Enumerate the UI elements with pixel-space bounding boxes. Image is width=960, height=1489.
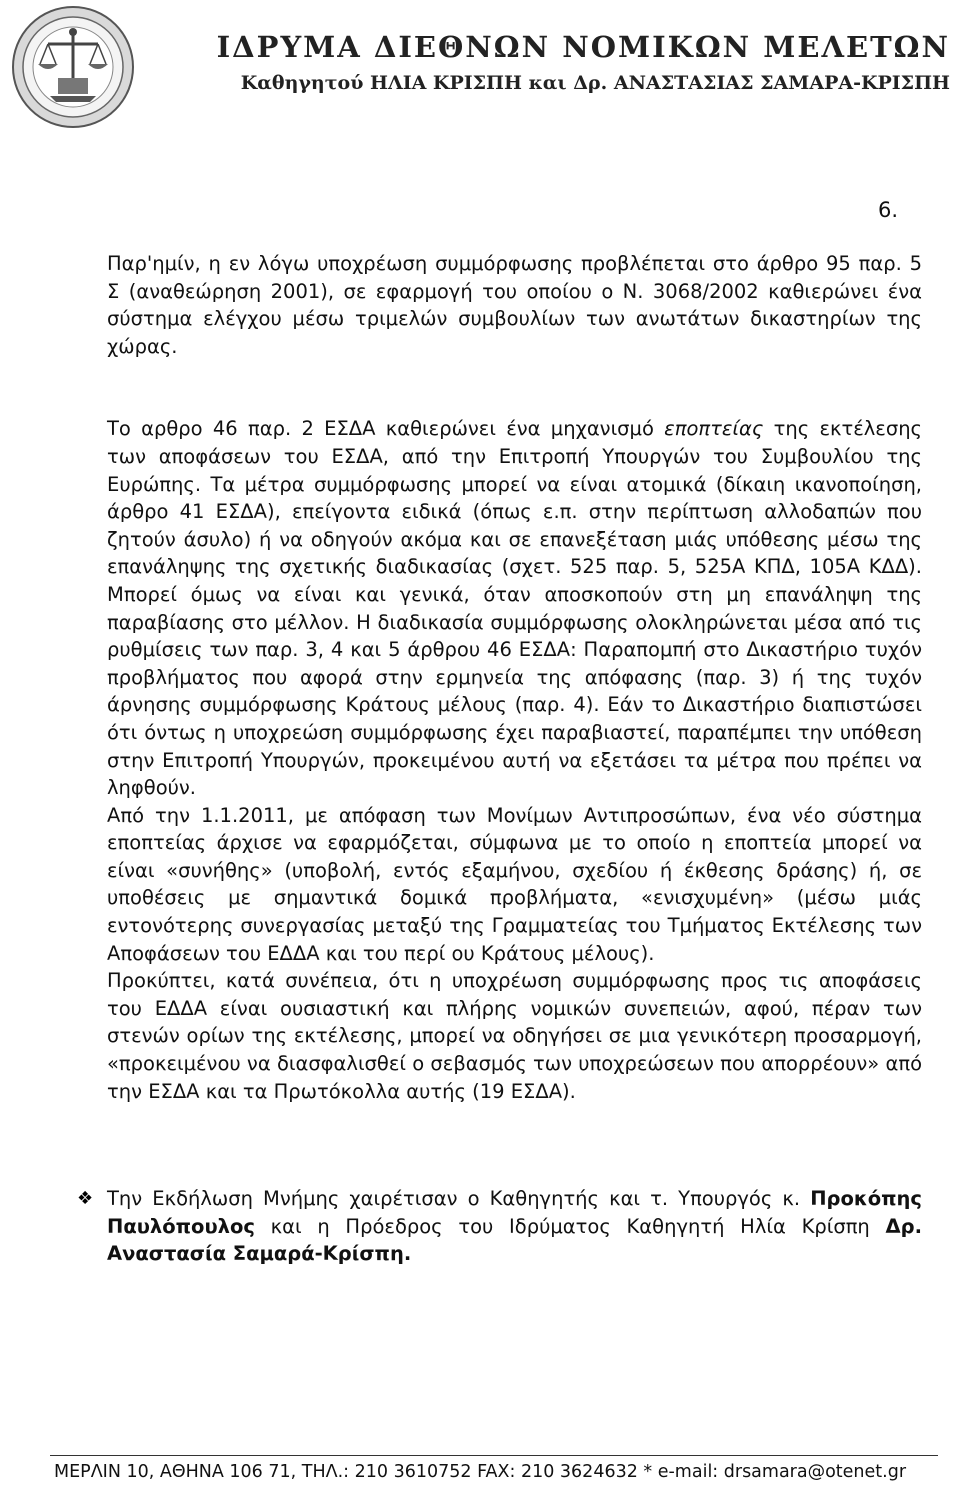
bullet-text-a: Την Εκδήλωση Μνήμης χαιρέτισαν ο Καθηγητής και τ. Υπουργός κ. (107, 1187, 811, 1211)
paragraph-2-emphasis: εποπτείας (664, 417, 764, 441)
paragraph-1: Παρ'ημίν, η εν λόγω υποχρέωση συμμόρφωσης προβλέπεται στο άρθρο 95 παρ. 5 Σ (αναθεώρηση 2001), σε εφαρμογή του οποίου ο Ν. 3068/2002 καθιερώνει ένα σύστημα ελέγχου μέσω τριμελών συμβουλίων των ανωτάτων δικαστηρίων της χώρας. (107, 252, 922, 358)
scales-of-justice-seal-icon (10, 4, 136, 130)
paragraph-3: Από την 1.1.2011, με απόφαση των Μονίμων Αντιπροσώπων, ένα νέο σύστημα εποπτείας άρχισε να εφαρμόζεται, σύμφωνα με το οποίο η εποπτεία μπορεί να είναι «συνήθης» (υποβολή, εντός εξαμήνου, σχεδίου ή έκθεσης δράσης) ή, σε υποθέσεις με σημαντικά δομικά προβλήματα, «ενισχυμένη» (μέσω μιάς εντονότερης συνεργασίας μεταξύ της Γραμματείας του Τμήματος Εκτέλεσης των Αποφάσεων του ΕΔΔΑ και του περί ου Κράτους μέλους). (107, 803, 922, 965)
institution-title: ΙΔΡΥΜΑ ΔΙΕΘΝΩΝ ΝΟΜΙΚΩΝ ΜΕΛΕΤΩΝ (216, 30, 950, 64)
diamond-bullet-icon: ❖ (77, 1188, 94, 1210)
document-body (77, 250, 922, 1268)
paragraph-4: Προκύπτει, κατά συνέπεια, ότι η υποχρέωση συμμόρφωσης προς τις αποφάσεις του ΕΔΔΑ είναι ουσιαστική και πλήρης νομικών συνεπειών, αφού, πέραν των στενών ορίων της εκτέλεσης, μπορεί να οδηγήσει σε μια γενικότερη προσαρμογή, «προκειμένου να διασφαλισθεί ο σεβασμός των υποχρεώσεων που απορρέουν» από την ΕΣΔΑ και τα Πρωτόκολλα αυτής (19 ΕΣΔΑ). (107, 969, 922, 1103)
footer-contact: ΜΕΡΛΙΝ 10, ΑΘΗΝΑ 106 71, ΤΗΛ.: 210 3610752 FAX: 210 3624632 * e-mail: drsamara@otenet.gr (53, 1462, 907, 1482)
page-number: 6. (878, 198, 899, 222)
institution-subtitle: Καθηγητού ΗΛΙΑ ΚΡΙΣΠΗ και Δρ. ΑΝΑΣΤΑΣΙΑΣ ΣΑΜΑΡΑ-ΚΡΙΣΠΗ (240, 72, 950, 94)
bullet-paragraph (77, 1185, 922, 1268)
paragraph-2 (107, 415, 922, 801)
bullet-text-b: και η Πρόεδρος του Ιδρύματος Καθηγητή Ηλία Κρίσπη (254, 1214, 886, 1238)
bullet-bold-name-1: Προκόπης Παυλόπουλος (107, 1187, 922, 1238)
paragraph-2-text-b: της εκτέλεσης των αποφάσεων του ΕΣΔΑ, από την Επιτροπή Υπουργών του Συμβουλίου της Ευρώπης. Τα μέτρα συμμόρφωσης μπορεί να είναι ατομικά (δίκαιη ικανοποίηση, άρθρο 41 ΕΣΔΑ), επείγοντα ειδικά (όπως ε.π. στην περίπτωση αλλοδαπών που ζητούν άσυλο) ή να οδηγούν ακόμα και σε επανεξέταση μιάς υπόθεσης μέσω της επανάληψης της σχετικής διαδικασίας (σχετ. 525 παρ. 5, 525Α ΚΠΔ, 105Α ΚΔΔ). Μπορεί όμως να είναι και γενικά, όταν αποσκοπούν στη μη επανάληψη της παραβίασης στο μέλλον. Η διαδικασία συμμόρφωσης ολοκληρώνεται μέσα από τις ρυθμίσεις των παρ. 3, 4 και 5 άρθρου 46 ΕΣΔΑ: Παραπομπή στο Δικαστήριο τυχόν προβλήματος που αφορά στην ερμηνεία της απόφασης (παρ. 3) ή της τυχόν άρνησης συμμόρφωσης Κράτους μέλους (παρ. 4). Εάν το Δικαστήριο διαπιστώσει ότι όντως η υποχρεώση συμμόρφωσης έχει παραβιαστεί, παραπέμπει την υπόθεση στην Επιτροπή Υπουργών, προκειμένου αυτή να εξετάσει τα μέτρα που πρέπει να ληφθούν. (107, 417, 922, 800)
paragraph-2-text-a: Το αρθρο 46 παρ. 2 ΕΣΔΑ καθιερώνει ένα μηχανισμό (107, 417, 665, 441)
bullet-bold-name-2: Δρ. Αναστασία Σαμαρά-Κρίσπη. (107, 1214, 922, 1266)
footer-divider (50, 1455, 938, 1456)
